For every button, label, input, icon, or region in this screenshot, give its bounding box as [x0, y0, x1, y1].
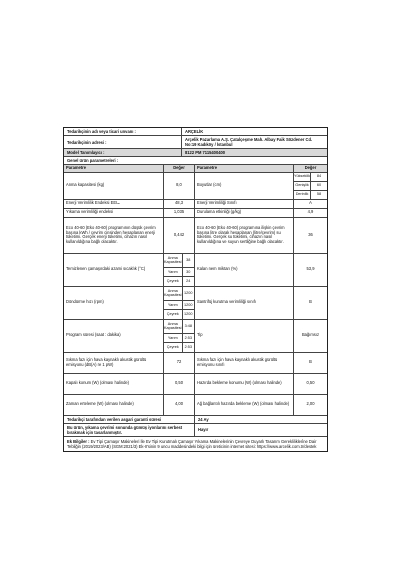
param-cell: Program süresi (saat : dakika): [64, 320, 164, 353]
value-cell: 1,035: [164, 209, 195, 218]
silver-ion-label: Bu ürün, yıkama çevrimi sonunda gümüş iyonlarını serbest bırakmak için tasarlanmıştır.: [64, 424, 195, 436]
param-cell: Döndürme hızı (rpm): [64, 287, 164, 320]
table-row: [64, 200, 327, 209]
value-cell: 0,442: [164, 218, 195, 254]
sub-label: Çeyrek: [164, 343, 183, 351]
additional-info: [64, 436, 327, 451]
table-row: [64, 374, 327, 395]
sub-value: 30: [183, 268, 194, 277]
spin-speed-values: [164, 287, 195, 320]
sub-value: 24: [186, 279, 191, 284]
table-row: [64, 395, 327, 416]
sub-label: Çeyrek: [164, 310, 183, 318]
warranty-row: [64, 416, 327, 423]
value-cell: 8,0: [164, 173, 195, 200]
param-cell: Santrifüj kurutma verimliliği sınıfı: [195, 287, 294, 320]
col-value-1: Değer: [164, 165, 195, 173]
silver-ion-value: Hayır: [198, 427, 209, 433]
table-row: [64, 209, 327, 218]
table-row: [64, 353, 327, 374]
value-cell: 0,50: [164, 374, 195, 395]
param-cell: Tip: [195, 320, 294, 353]
sub-label: Çeyrek: [164, 277, 183, 285]
parameters-table: [64, 164, 327, 416]
param-cell: Durulama etkinliği (g/kg): [195, 209, 294, 218]
dim-label: Genişlik: [294, 182, 311, 191]
value-cell: B: [294, 287, 327, 320]
value-cell: 48,3: [164, 200, 195, 209]
sub-value: 3:48: [183, 320, 194, 334]
model-row: [64, 148, 327, 156]
sub-label: Yarım: [164, 334, 183, 343]
dim-value: 60: [311, 182, 327, 191]
sub-value: 38: [183, 254, 194, 268]
table-header: [64, 165, 327, 173]
table-row: [64, 218, 327, 254]
value-cell: 4,9: [294, 209, 327, 218]
param-cell: Eco 40-60 (Eko 40-60) programına ilişkin çevrim başına litre olarak hesaplanan (litre/çevrim) su tüketimi. Gerçek su tüketimi, cihazın nasıl kullanıldığına ve suyun sertliğine bağlı olacaktır.: [195, 218, 294, 254]
value-cell: 0,50: [294, 374, 327, 395]
sub-label: Yarım: [164, 268, 183, 277]
warranty-label: Tedarikçi tarafından verilen asgari garanti süresi: [64, 416, 195, 423]
param-cell: Sıkma fazı için hava kaynaklı akustik gürültü emisyonu sınıfı: [195, 353, 294, 374]
silver-ion-row: [64, 423, 327, 436]
param-cell: Zaman erteleme (W) (olması halinde): [64, 395, 164, 416]
param-cell: Eco 40-60 (Eko 40-60) programının düşük çevrim başına kWh / çevrim cinsinden hesaplanan enerji tüketimi. Gerçek enerji tüketimi, cihazın nasıl kullanıldığına bağlı olacaktır.: [64, 218, 164, 254]
address-row: [64, 135, 327, 148]
duration-values: [164, 320, 195, 353]
value-cell: 53,9: [294, 254, 327, 287]
supplier-value: ARÇELİK: [185, 129, 204, 134]
dim-label: Yükseklik: [294, 173, 311, 182]
dim-value: 58: [316, 192, 322, 197]
sub-label: Anma Kapasitesi: [164, 320, 183, 334]
table-row: [64, 254, 327, 287]
param-cell: Enerji Verimlilik Endeksi EEIₘ: [64, 200, 164, 209]
value-cell: Bağımsız: [294, 320, 327, 353]
param-cell: Kalan nem miktarı (%): [195, 254, 294, 287]
param-cell: Kapalı konum (W) (olması halinde): [64, 374, 164, 395]
param-cell: Ağ bağlantılı hazırda bekleme (W) (olması halinde): [195, 395, 294, 416]
param-cell: Boyutlar (cm): [195, 173, 294, 200]
sub-value: 1200: [184, 312, 193, 317]
additional-info-label: Ek Bilgiler :: [67, 438, 90, 444]
value-cell: A: [294, 200, 327, 209]
param-cell: Yıkama verimliliği endeksi: [64, 209, 164, 218]
value-cell: 72: [164, 353, 195, 374]
dimensions-cell: [294, 173, 327, 200]
param-cell: Anma kapasitesi (kg): [64, 173, 164, 200]
table-row: [64, 173, 327, 200]
model-value: 8122 PM 7115400400: [185, 150, 226, 155]
col-value-2: Değer: [294, 165, 327, 173]
warranty-value: 24 Ay: [198, 416, 209, 422]
dim-label: Derinlik: [294, 191, 311, 199]
value-cell: B: [294, 353, 327, 374]
value-cell: 2,00: [294, 395, 327, 416]
general-params-label: Genel ürün parametreleri :: [67, 158, 119, 163]
additional-info-text: Ev Tipi Çamaşır Makineleri İle Ev Tipi Kurutmalı Çamaşır Yıkama Makinelerinin Çevreye Duyarlı Tasarım Gereklilikleri̇ne Dair Tebliğin (2019/2023/AB) (SGM:2021/3) Ek-II'sinin 9 uncu maddesindeki bilgi için üreticinin internet sitesi: https://www.arcelik.com.tr/destek: [67, 438, 317, 449]
value-cell: 36: [294, 218, 327, 254]
param-cell: Enerji Verimliliği Sınıfı: [195, 200, 294, 209]
product-information-sheet: [63, 127, 328, 452]
address-label: Tedarikçinin adresi :: [64, 136, 182, 148]
table-row: [64, 320, 327, 353]
param-cell: Temizlenen çamaşırdaki azami sıcaklık (°C): [64, 254, 164, 287]
general-params-row: [64, 156, 327, 164]
sub-label: Anma Kapasitesi: [164, 287, 183, 301]
sub-value: 2:53: [184, 345, 192, 350]
address-value: Arçelik Pazarlama A.Ş. Çatalçeşme Mah. Albay Faik Sözdener Cd. No:19 Kadıköy / İstanbul: [185, 137, 313, 147]
supplier-row: [64, 128, 327, 135]
col-param-1: Parametre: [64, 165, 164, 173]
sub-value: 1200: [183, 287, 194, 301]
param-cell: Sıkma fazı için hava kaynaklı akustik gürültü emisyonu (dB(A) re 1 pW): [64, 353, 164, 374]
table-row: [64, 287, 327, 320]
sub-label: Yarım: [164, 301, 183, 310]
col-param-2: Parametre: [195, 165, 294, 173]
param-cell: Hazırda bekleme konumu (W) (olması halinde): [195, 374, 294, 395]
sub-value: 2:53: [183, 334, 194, 343]
sub-label: Anma Kapasitesi: [164, 254, 183, 268]
supplier-label: Tedarikçinin adı veya ticari unvanı :: [64, 128, 182, 135]
dim-value: 84: [311, 173, 327, 182]
temperature-values: [164, 254, 195, 287]
model-label: Model Tanımlayıcı :: [64, 149, 182, 156]
sub-value: 1200: [183, 301, 194, 310]
value-cell: 4,00: [164, 395, 195, 416]
